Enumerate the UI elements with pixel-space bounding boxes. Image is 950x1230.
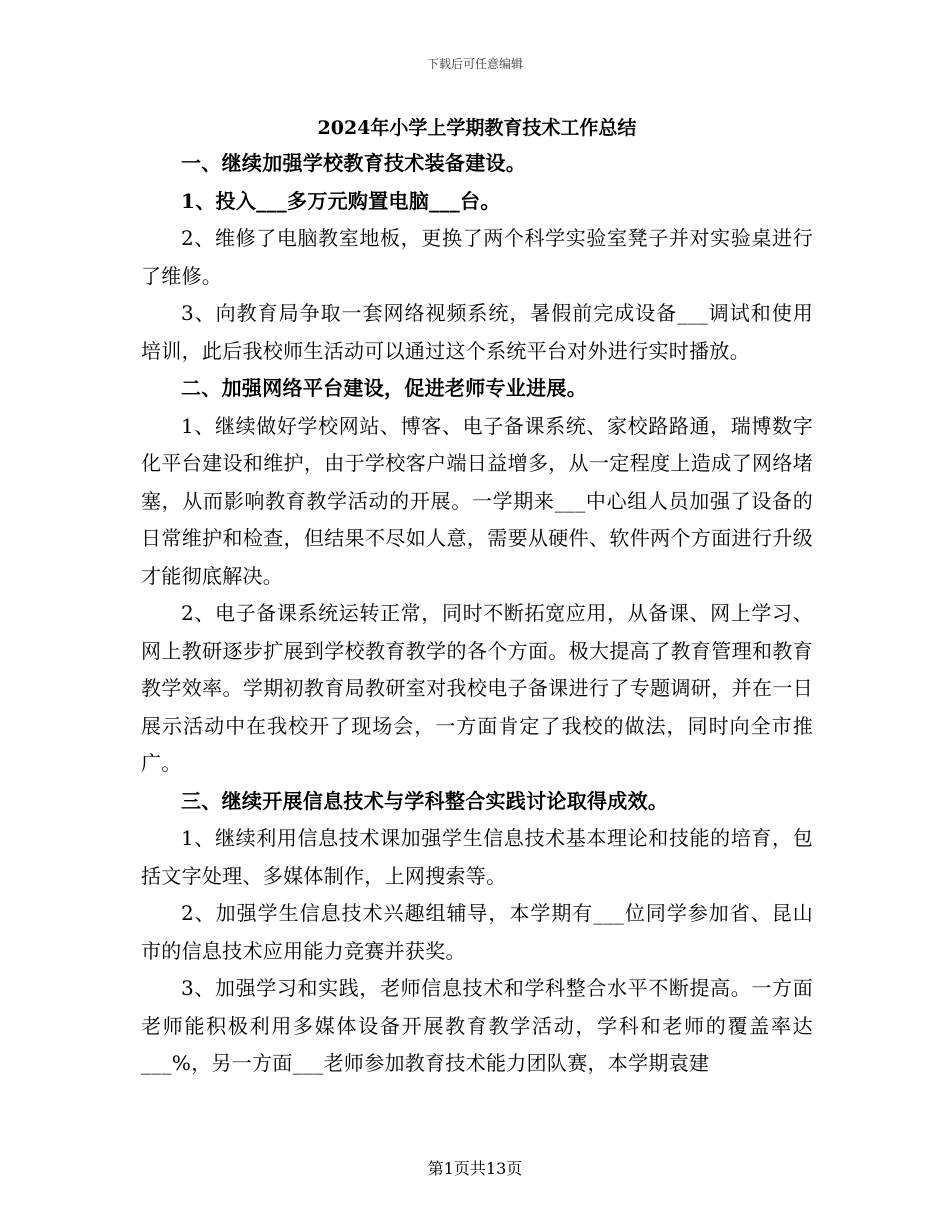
body-paragraph: 1、继续利用信息技术课加强学生信息技术基本理论和技能的培育，包括文字处理、多媒体制作，上网搜索等。 [141, 826, 813, 888]
section-heading: 三、继续开展信息技术与学科整合实践讨论取得成效。 [181, 788, 669, 813]
header-note: 下载后可任意编辑 [426, 57, 523, 71]
body-paragraph: 2、加强学生信息技术兴趣组辅导，本学期有___位同学参加省、昆山市的信息技术应用能力竞赛并获奖。 [141, 901, 813, 963]
body-paragraph: 3、加强学习和实践，老师信息技术和学科整合水平不断提高。一方面老师能积极利用多媒体设备开展教育教学活动，学科和老师的覆盖率达___%，另一方面___老师参加教育技术能力团队赛，本学期袁建 [141, 976, 813, 1075]
body-paragraph: 2、电子备课系统运转正常，同时不断拓宽应用，从备课、网上学习、网上教研逐步扩展到学校教育教学的各个方面。极大提高了教育管理和教育教学效率。学期初教育局教研室对我校电子备课进行了专题调研，并在一日展示活动中在我校开了现场会，一方面肯定了我校的做法，同时向全市推广。 [141, 601, 813, 775]
section-heading: 二、加强网络平台建设，促进老师专业进展。 [181, 376, 587, 400]
page-footer: 第1页共13页 [427, 1159, 523, 1178]
document-blocks [141, 145, 813, 1083]
document-body [141, 111, 813, 1083]
body-paragraph: 1、继续做好学校网站、博客、电子备课系统、家校路路通，瑞博数字化平台建设和维护，由于学校客户端日益增多，从一定程度上造成了网络堵塞，从而影响教育教学活动的开展。一学期来___中心组人员加强了设备的日常维护和检查，但结果不尽如人意，需要从硬件、软件两个方面进行升级才能彻底解决。 [141, 413, 813, 588]
document-title: 2024年小学上学期教育技术工作总结 [317, 117, 637, 139]
body-paragraph: 3、向教育局争取一套网络视频系统，暑假前完成设备___调试和使用培训，此后我校师生活动可以通过这个系统平台对外进行实时播放。 [141, 301, 813, 363]
section-heading: 一、继续加强学校教育技术装备建设。 [181, 151, 527, 175]
section-heading: 1、投入___多万元购置电脑___台。 [181, 188, 501, 213]
body-paragraph: 2、维修了电脑教室地板，更换了两个科学实验室凳子并对实验桌进行了维修。 [141, 226, 813, 288]
